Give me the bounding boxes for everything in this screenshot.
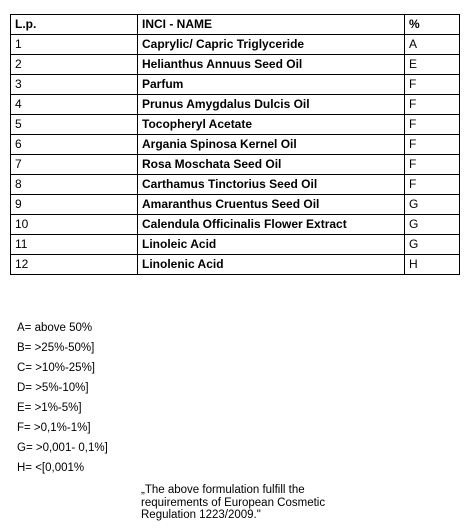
row-inci-name: Linoleic Acid [138, 235, 405, 255]
row-inci-name: Prunus Amygdalus Dulcis Oil [138, 95, 405, 115]
row-percent: E [405, 55, 460, 75]
header-inci-name: INCI - NAME [138, 15, 405, 35]
note-line: „The above formulation fulfill the [141, 484, 305, 496]
legend-item: G= >0,001- 0,1%] [17, 442, 108, 454]
ingredients-table [10, 14, 460, 275]
row-inci-name: Carthamus Tinctorius Seed Oil [138, 175, 405, 195]
row-percent: F [405, 135, 460, 155]
row-lp: 6 [11, 135, 138, 155]
table-row [11, 175, 460, 195]
table-row [11, 35, 460, 55]
row-inci-name: Calendula Officinalis Flower Extract [138, 215, 405, 235]
note-line: Regulation 1223/2009." [141, 509, 261, 521]
row-lp: 10 [11, 215, 138, 235]
row-lp: 5 [11, 115, 138, 135]
row-percent: F [405, 75, 460, 95]
row-inci-name: Caprylic/ Capric Triglyceride [138, 35, 405, 55]
legend-item: H= <[0,001% [17, 462, 85, 474]
table-body [11, 35, 460, 275]
concentration-legend [17, 318, 108, 478]
table-row [11, 215, 460, 235]
table-row [11, 115, 460, 135]
row-lp: 11 [11, 235, 138, 255]
row-inci-name: Linolenic Acid [138, 255, 405, 275]
table-row [11, 95, 460, 115]
row-inci-name: Argania Spinosa Kernel Oil [138, 135, 405, 155]
legend-item: E= >1%-5%] [17, 402, 82, 414]
row-percent: F [405, 115, 460, 135]
row-lp: 9 [11, 195, 138, 215]
legend-item: A= above 50% [17, 322, 93, 334]
row-inci-name: Amaranthus Cruentus Seed Oil [138, 195, 405, 215]
note-line: requirements of European Cosmetic [141, 496, 326, 509]
row-percent: G [405, 195, 460, 215]
header-percent: % [405, 15, 460, 35]
table-row [11, 155, 460, 175]
row-inci-name: Parfum [138, 75, 405, 95]
row-lp: 8 [11, 175, 138, 195]
row-percent: H [405, 255, 460, 275]
row-lp: 2 [11, 55, 138, 75]
table-row [11, 135, 460, 155]
row-lp: 1 [11, 35, 138, 55]
row-percent: A [405, 35, 460, 55]
table-row [11, 55, 460, 75]
table-row [11, 255, 460, 275]
table-row [11, 195, 460, 215]
row-inci-name: Tocopheryl Acetate [138, 115, 405, 135]
row-percent: F [405, 175, 460, 195]
row-lp: 7 [11, 155, 138, 175]
row-lp: 4 [11, 95, 138, 115]
legend-item: F= >0,1%-1%] [17, 422, 91, 434]
row-inci-name: Rosa Moschata Seed Oil [138, 155, 405, 175]
row-lp: 12 [11, 255, 138, 275]
table-header-row [11, 15, 460, 35]
row-percent: F [405, 155, 460, 175]
header-lp: L.p. [11, 15, 138, 35]
legend-item: B= >25%-50%] [17, 342, 95, 354]
row-percent: G [405, 215, 460, 235]
legend-item: C= >10%-25%] [17, 362, 95, 374]
row-lp: 3 [11, 75, 138, 95]
table-row [11, 75, 460, 95]
row-percent: G [405, 235, 460, 255]
legend-item: D= >5%-10%] [17, 382, 89, 394]
regulation-note [141, 484, 381, 522]
row-inci-name: Helianthus Annuus Seed Oil [138, 55, 405, 75]
row-percent: F [405, 95, 460, 115]
table-row [11, 235, 460, 255]
